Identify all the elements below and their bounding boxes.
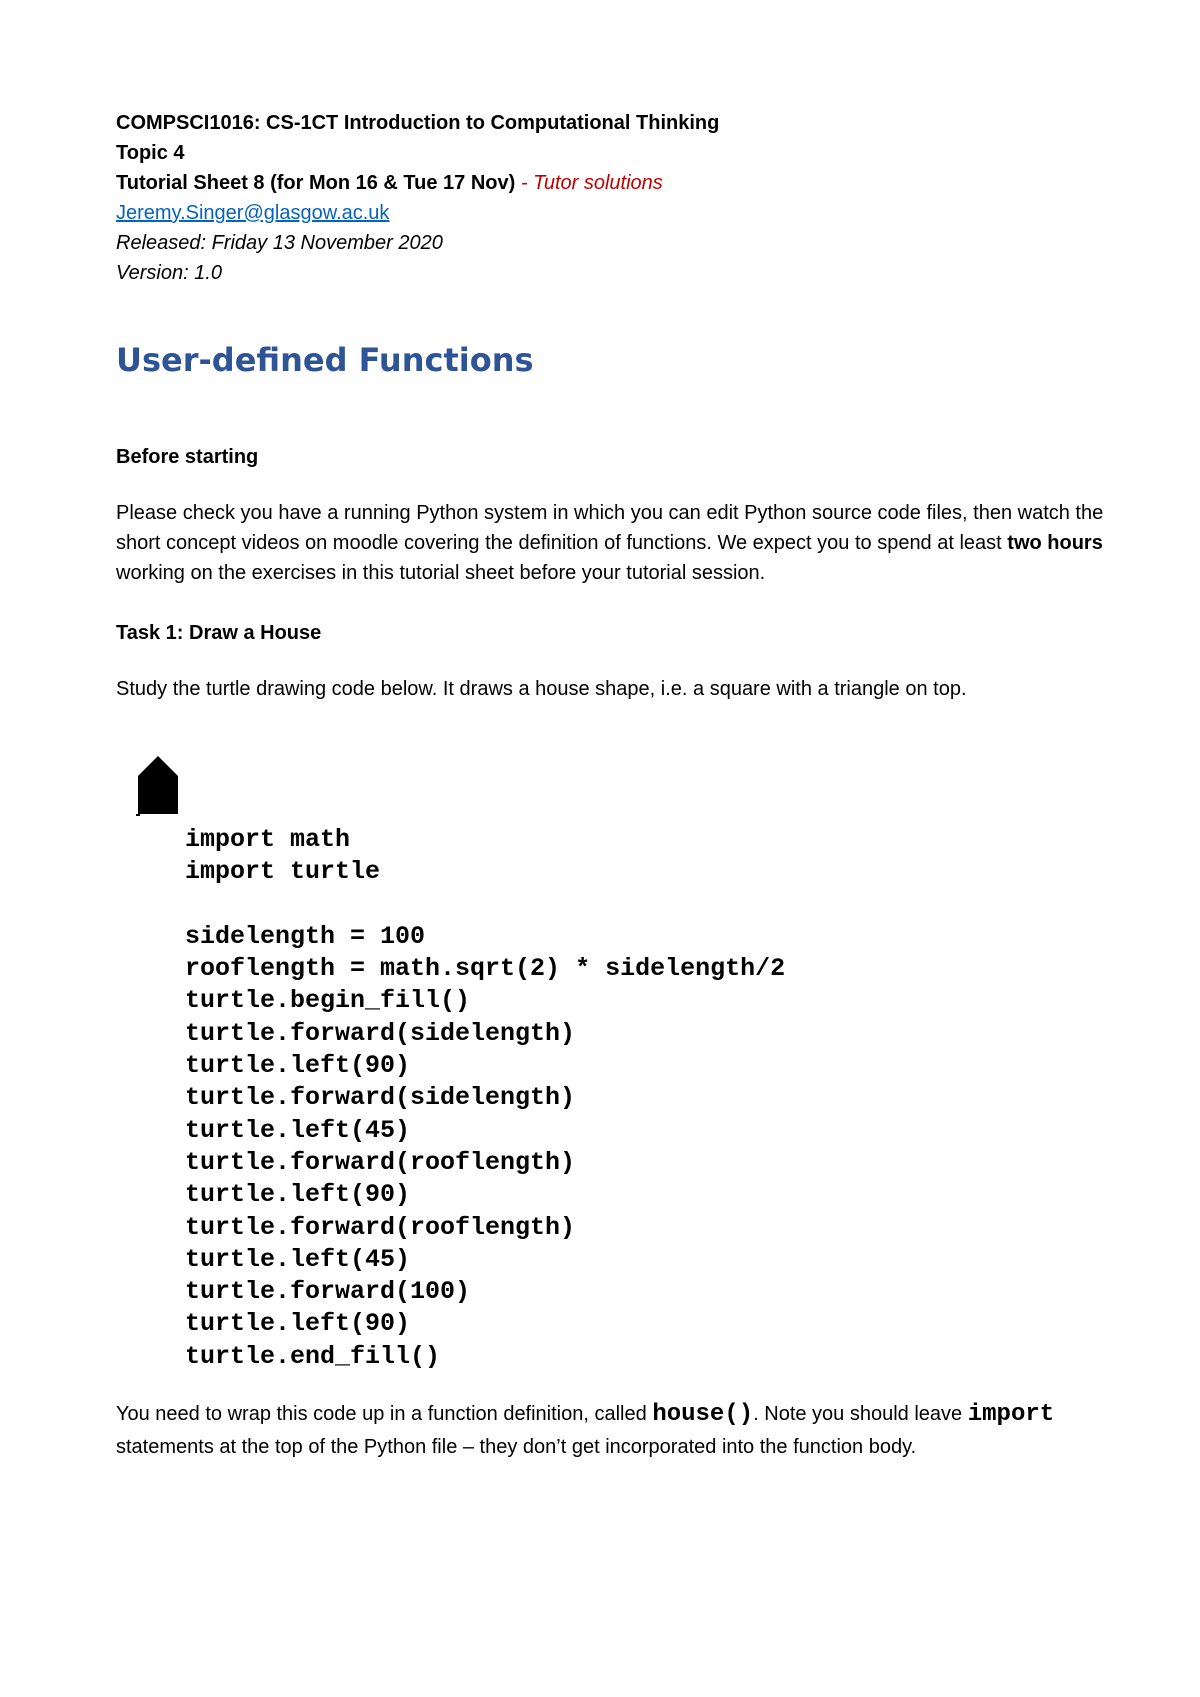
code-line: turtle.left(45) — [185, 1244, 411, 1274]
code-line: import math — [185, 825, 351, 854]
topic-label: Topic 4 — [116, 142, 185, 164]
sheet-line — [116, 168, 1106, 198]
code-line: sidelength = 100 — [185, 921, 426, 951]
before-text-b: working on the exercises in this tutorial sheet before your tutorial session. — [116, 562, 766, 584]
code-line: turtle.left(90) — [185, 1309, 411, 1339]
task1-intro: Study the turtle drawing code below. It draws a house shape, i.e. a square with a triangle on top. — [116, 678, 967, 700]
email-line — [116, 198, 1106, 228]
code-line — [185, 889, 785, 921]
page-title: User-defined Functions — [116, 341, 534, 379]
before-starting-text — [116, 498, 1106, 588]
before-text-bold: two hours — [1007, 532, 1103, 554]
code-line: turtle.forward(rooflength) — [185, 1147, 576, 1177]
house-shape-icon — [136, 756, 180, 816]
code-block — [185, 824, 785, 1373]
task1-heading: Task 1: Draw a House — [116, 622, 322, 644]
house-function-code: house() — [652, 1401, 754, 1428]
code-line: turtle.left(90) — [185, 1180, 411, 1210]
document-body — [116, 108, 1106, 704]
code-line: rooflength = math.sqrt(2) * sidelength/2 — [185, 954, 786, 984]
version-label: Version: 1.0 — [116, 262, 222, 284]
released-date: Released: Friday 13 November 2020 — [116, 232, 443, 254]
wrap-text-a: You need to wrap this code up in a function definition, called — [116, 1403, 653, 1425]
email-link[interactable]: Jeremy.Singer@glasgow.ac.uk — [116, 202, 390, 224]
wrap-instructions — [116, 1398, 1106, 1463]
wrap-text-c: statements at the top of the Python file – they don’t get incorporated into the function body. — [116, 1436, 917, 1458]
code-line: turtle.forward(sidelength) — [185, 1018, 576, 1048]
course-title: COMPSCI1016: CS-1CT Introduction to Computational Thinking — [116, 112, 720, 134]
tutor-solutions-note: - Tutor solutions — [515, 172, 663, 194]
code-line: turtle.forward(100) — [185, 1277, 471, 1307]
import-keyword-code: import — [967, 1401, 1055, 1428]
before-text-a: Please check you have a running Python system in which you can edit Python source code files, then watch the short concept videos on moodle covering the definition of functions. We expect you to spend at least — [116, 502, 1104, 554]
code-line: turtle.forward(rooflength) — [185, 1212, 576, 1242]
sheet-label: Tutorial Sheet 8 (for Mon 16 & Tue 17 Nov) — [116, 172, 516, 194]
code-line: turtle.left(45) — [185, 1115, 411, 1145]
before-starting-heading: Before starting — [116, 446, 259, 468]
code-line: import turtle — [185, 857, 381, 887]
code-line: turtle.forward(sidelength) — [185, 1083, 576, 1113]
code-line: turtle.begin_fill() — [185, 986, 471, 1016]
code-line: turtle.left(90) — [185, 1051, 411, 1081]
code-line: turtle.end_fill() — [185, 1341, 441, 1371]
wrap-text-b: . Note you should leave — [753, 1403, 968, 1425]
